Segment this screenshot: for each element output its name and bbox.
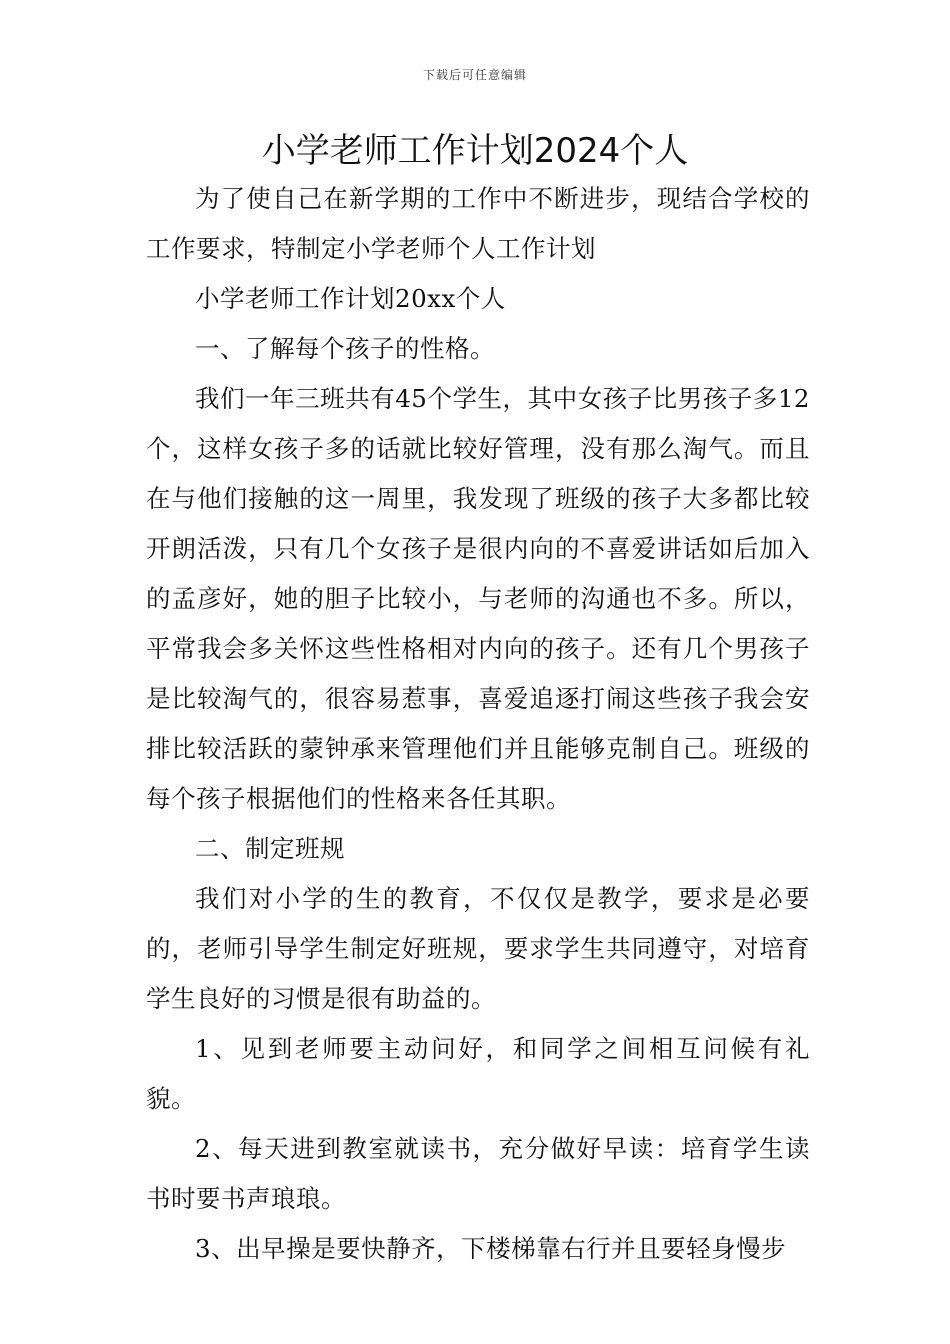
document-title: 小学老师工作计划2024个人 — [261, 131, 689, 171]
section-heading-2: 二、制定班规 — [195, 834, 345, 863]
section-heading-1: 一、了解每个孩子的性格。 — [195, 334, 495, 363]
header-note: 下载后可任意编辑 — [422, 68, 527, 82]
paragraph-section-2: 我们对小学的生的教育，不仅仅是教学，要求是必要的，老师引导学生制定好班规，要求学生共同遵守，对培育学生良好的习惯是很有助益的。 — [146, 884, 810, 1013]
rule-item-3: 3、出早操是要快静齐，下楼梯靠右行并且要轻身慢步 — [195, 1234, 787, 1263]
paragraph-subtitle: 小学老师工作计划20xx个人 — [195, 284, 506, 313]
paragraph-section-1: 我们一年三班共有45个学生，其中女孩子比男孩子多12个，这样女孩子多的话就比较好管理，没有那么淘气。而且在与他们接触的这一周里，我发现了班级的孩子大多都比较开朗活泼，只有几个女孩子是很内向的不喜爱讲话如后加入的孟彦好，她的胆子比较小，与老师的沟通也不多。所以，平常我会多关怀这些性格相对内向的孩子。还有几个男孩子是比较淘气的，很容易惹事，喜爱追逐打闹这些孩子我会安排比较活跃的蒙钟承来管理他们并且能够克制自己。班级的每个孩子根据他们的性格来各任其职。 — [146, 384, 810, 813]
rule-item-2: 2、每天进到教室就读书，充分做好早读：培育学生读书时要书声琅琅。 — [146, 1134, 810, 1213]
paragraph-intro: 为了使自己在新学期的工作中不断进步，现结合学校的工作要求，特制定小学老师个人工作计划 — [146, 184, 810, 263]
document-body — [146, 174, 810, 1274]
rule-item-1: 1、见到老师要主动问好，和同学之间相互问候有礼貌。 — [146, 1034, 810, 1113]
